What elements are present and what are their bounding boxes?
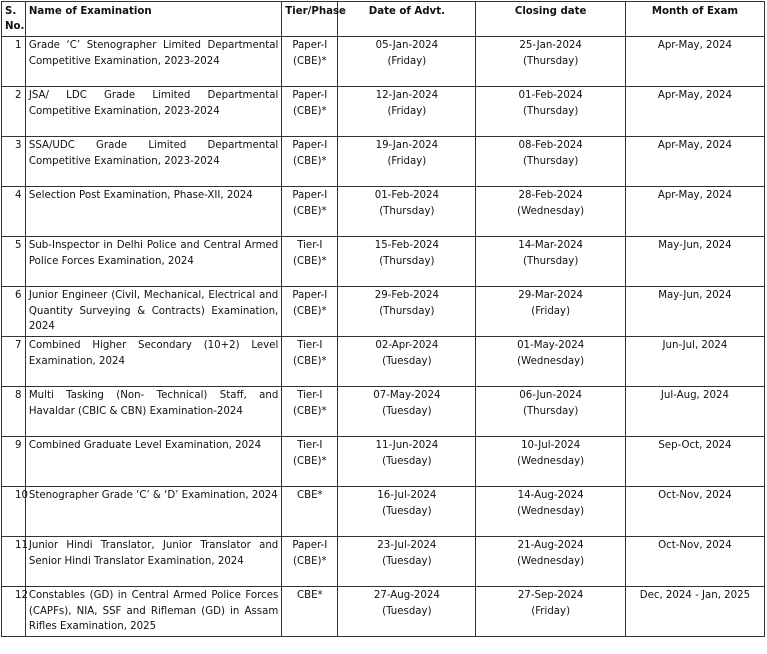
- cell-exam-name: Grade ‘C’ Stenographer Limited Departmental Competitive Examination, 2023-2024: [25, 37, 281, 87]
- cell-advt-date: [338, 487, 476, 537]
- cell-exam-name: Stenographer Grade ‘C’ & ‘D’ Examination, 2024: [25, 487, 281, 537]
- advt-day: (Thursday): [379, 305, 435, 317]
- cell-exam-name: Constables (GD) in Central Armed Police Forces (CAPFs), NIA, SSF and Rifleman (GD) in Assam Rifles Examination, 2025: [25, 587, 281, 637]
- tier-line: Paper-I: [292, 40, 328, 51]
- cell-sno: 8: [2, 387, 26, 437]
- cell-month-of-exam: Apr-May, 2024: [625, 87, 764, 137]
- closing-day: (Thursday): [522, 155, 579, 167]
- cell-exam-name: SSA/UDC Grade Limited Departmental Competitive Examination, 2023-2024: [25, 137, 281, 187]
- closing-day: (Wednesday): [517, 505, 585, 517]
- tier-mode: (CBE)*: [293, 205, 327, 217]
- table-row: [2, 87, 765, 137]
- closing-day: (Friday): [531, 305, 571, 317]
- cell-advt-date: [338, 237, 476, 287]
- cell-sno: 4: [2, 187, 26, 237]
- advt-day: (Tuesday): [382, 455, 432, 467]
- header-exam-name: Name of Examination: [25, 2, 281, 37]
- closing-day: (Thursday): [522, 405, 579, 417]
- advt-day: (Tuesday): [382, 555, 432, 567]
- advt-day: (Tuesday): [382, 355, 432, 367]
- closing-date: 14-Aug-2024: [517, 490, 584, 501]
- cell-tier-phase: [282, 337, 338, 387]
- closing-date: 25-Jan-2024: [519, 40, 582, 51]
- closing-date: 28-Feb-2024: [518, 190, 583, 201]
- cell-closing-date: [476, 37, 625, 87]
- advt-date: 29-Feb-2024: [374, 290, 439, 301]
- advt-date: 15-Feb-2024: [374, 240, 439, 251]
- cell-advt-date: [338, 587, 476, 637]
- closing-date: 01-May-2024: [517, 340, 585, 351]
- advt-day: (Thursday): [379, 205, 435, 217]
- advt-date: 05-Jan-2024: [375, 40, 439, 51]
- closing-date: 06-Jun-2024: [519, 390, 582, 401]
- cell-month-of-exam: May-Jun, 2024: [625, 287, 764, 337]
- cell-tier-phase: [282, 37, 338, 87]
- advt-day: (Friday): [387, 55, 427, 67]
- tier-mode: (CBE)*: [293, 255, 327, 267]
- advt-date: 16-Jul-2024: [377, 490, 437, 501]
- cell-exam-name: Selection Post Examination, Phase-XII, 2024: [25, 187, 281, 237]
- cell-closing-date: [476, 337, 625, 387]
- tier-line: Paper-I: [292, 90, 328, 101]
- advt-date: 02-Apr-2024: [375, 340, 439, 351]
- closing-day: (Wednesday): [517, 205, 585, 217]
- cell-closing-date: [476, 487, 625, 537]
- tier-line: Paper-I: [292, 140, 328, 151]
- cell-exam-name: Junior Hindi Translator, Junior Translator and Senior Hindi Translator Examination, 2024: [25, 537, 281, 587]
- cell-sno: 6: [2, 287, 26, 337]
- tier-line: CBE*: [296, 490, 323, 501]
- closing-day: (Thursday): [522, 105, 579, 117]
- cell-sno: 11: [2, 537, 26, 587]
- cell-tier-phase: [282, 237, 338, 287]
- cell-advt-date: [338, 437, 476, 487]
- cell-exam-name: Combined Graduate Level Examination, 2024: [25, 437, 281, 487]
- cell-closing-date: [476, 137, 625, 187]
- tier-mode: (CBE)*: [293, 555, 327, 567]
- cell-month-of-exam: Apr-May, 2024: [625, 187, 764, 237]
- cell-month-of-exam: Apr-May, 2024: [625, 137, 764, 187]
- cell-closing-date: [476, 587, 625, 637]
- cell-sno: 12: [2, 587, 26, 637]
- closing-day: (Friday): [531, 605, 571, 617]
- tier-line: Tier-I: [297, 440, 323, 451]
- table-row: [2, 537, 765, 587]
- tier-line: Paper-I: [292, 540, 328, 551]
- tier-mode: (CBE)*: [293, 155, 327, 167]
- cell-tier-phase: [282, 187, 338, 237]
- advt-day: (Thursday): [379, 255, 435, 267]
- tier-line: Tier-I: [297, 240, 323, 251]
- cell-month-of-exam: Jun-Jul, 2024: [625, 337, 764, 387]
- tier-mode: (CBE)*: [293, 355, 327, 367]
- cell-advt-date: [338, 337, 476, 387]
- cell-tier-phase: [282, 487, 338, 537]
- tier-line: Paper-I: [292, 190, 328, 201]
- header-date-of-advt: Date of Advt.: [338, 2, 476, 37]
- cell-closing-date: [476, 537, 625, 587]
- cell-advt-date: [338, 537, 476, 587]
- advt-date: 19-Jan-2024: [375, 140, 439, 151]
- cell-advt-date: [338, 37, 476, 87]
- cell-sno: 5: [2, 237, 26, 287]
- cell-closing-date: [476, 87, 625, 137]
- cell-month-of-exam: Sep-Oct, 2024: [625, 437, 764, 487]
- cell-closing-date: [476, 237, 625, 287]
- closing-date: 10-Jul-2024: [521, 440, 581, 451]
- closing-date: 29-Mar-2024: [518, 290, 584, 301]
- cell-month-of-exam: Jul-Aug, 2024: [625, 387, 764, 437]
- cell-month-of-exam: Apr-May, 2024: [625, 37, 764, 87]
- tier-mode: (CBE)*: [293, 305, 327, 317]
- advt-date: 12-Jan-2024: [375, 90, 439, 101]
- cell-month-of-exam: Oct-Nov, 2024: [625, 487, 764, 537]
- table-row: [2, 587, 765, 637]
- advt-date: 01-Feb-2024: [374, 190, 439, 201]
- cell-exam-name: Junior Engineer (Civil, Mechanical, Electrical and Quantity Surveying & Contracts) Examination, 2024: [25, 287, 281, 337]
- cell-advt-date: [338, 87, 476, 137]
- advt-date: 27-Aug-2024: [373, 590, 440, 601]
- cell-sno: 2: [2, 87, 26, 137]
- advt-date: 07-May-2024: [373, 390, 441, 401]
- cell-sno: 10: [2, 487, 26, 537]
- closing-day: (Wednesday): [517, 555, 585, 567]
- table-row: [2, 37, 765, 87]
- tier-line: Tier-I: [297, 340, 323, 351]
- cell-advt-date: [338, 137, 476, 187]
- advt-day: (Friday): [387, 155, 427, 167]
- cell-closing-date: [476, 437, 625, 487]
- cell-advt-date: [338, 287, 476, 337]
- table-row: [2, 187, 765, 237]
- table-row: [2, 437, 765, 487]
- tier-line: Tier-I: [297, 390, 323, 401]
- cell-month-of-exam: May-Jun, 2024: [625, 237, 764, 287]
- header-row: [2, 2, 765, 37]
- table-row: [2, 237, 765, 287]
- tier-mode: (CBE)*: [293, 455, 327, 467]
- cell-sno: 9: [2, 437, 26, 487]
- header-tier-phase: Tier/Phase: [282, 2, 338, 37]
- table-row: [2, 287, 765, 337]
- tier-line: Paper-I: [292, 290, 328, 301]
- cell-tier-phase: [282, 437, 338, 487]
- cell-sno: 1: [2, 37, 26, 87]
- closing-day: (Thursday): [522, 255, 579, 267]
- table-row: [2, 337, 765, 387]
- cell-tier-phase: [282, 87, 338, 137]
- advt-day: (Tuesday): [382, 405, 432, 417]
- header-closing-date: Closing date: [476, 2, 625, 37]
- cell-tier-phase: [282, 287, 338, 337]
- tier-mode: (CBE)*: [293, 55, 327, 67]
- exam-calendar-table: [1, 1, 765, 637]
- closing-day: (Wednesday): [517, 355, 585, 367]
- closing-day: (Thursday): [522, 55, 579, 67]
- advt-day: (Tuesday): [382, 605, 432, 617]
- advt-day: (Tuesday): [382, 505, 432, 517]
- cell-closing-date: [476, 187, 625, 237]
- tier-mode: (CBE)*: [293, 105, 327, 117]
- cell-advt-date: [338, 187, 476, 237]
- tier-mode: (CBE)*: [293, 405, 327, 417]
- cell-month-of-exam: Dec, 2024 - Jan, 2025: [625, 587, 764, 637]
- cell-tier-phase: [282, 387, 338, 437]
- cell-exam-name: Sub-Inspector in Delhi Police and Central Armed Police Forces Examination, 2024: [25, 237, 281, 287]
- closing-date: 21-Aug-2024: [517, 540, 584, 551]
- header-sno: S. No.: [2, 2, 26, 37]
- tier-line: CBE*: [296, 590, 323, 601]
- closing-date: 08-Feb-2024: [518, 140, 583, 151]
- advt-date: 11-Jun-2024: [375, 440, 439, 451]
- table-row: [2, 137, 765, 187]
- cell-tier-phase: [282, 137, 338, 187]
- cell-sno: 3: [2, 137, 26, 187]
- cell-month-of-exam: Oct-Nov, 2024: [625, 537, 764, 587]
- cell-exam-name: Multi Tasking (Non- Technical) Staff, and Havaldar (CBIC & CBN) Examination-2024: [25, 387, 281, 437]
- table-row: [2, 487, 765, 537]
- closing-day: (Wednesday): [517, 455, 585, 467]
- cell-tier-phase: [282, 587, 338, 637]
- closing-date: 01-Feb-2024: [518, 90, 583, 101]
- closing-date: 27-Sep-2024: [517, 590, 584, 601]
- header-month-of-exam: Month of Exam: [625, 2, 764, 37]
- advt-day: (Friday): [387, 105, 427, 117]
- cell-closing-date: [476, 387, 625, 437]
- table-row: [2, 387, 765, 437]
- cell-advt-date: [338, 387, 476, 437]
- closing-date: 14-Mar-2024: [518, 240, 584, 251]
- advt-date: 23-Jul-2024: [377, 540, 437, 551]
- cell-sno: 7: [2, 337, 26, 387]
- cell-exam-name: JSA/ LDC Grade Limited Departmental Competitive Examination, 2023-2024: [25, 87, 281, 137]
- cell-tier-phase: [282, 537, 338, 587]
- cell-exam-name: Combined Higher Secondary (10+2) Level Examination, 2024: [25, 337, 281, 387]
- cell-closing-date: [476, 287, 625, 337]
